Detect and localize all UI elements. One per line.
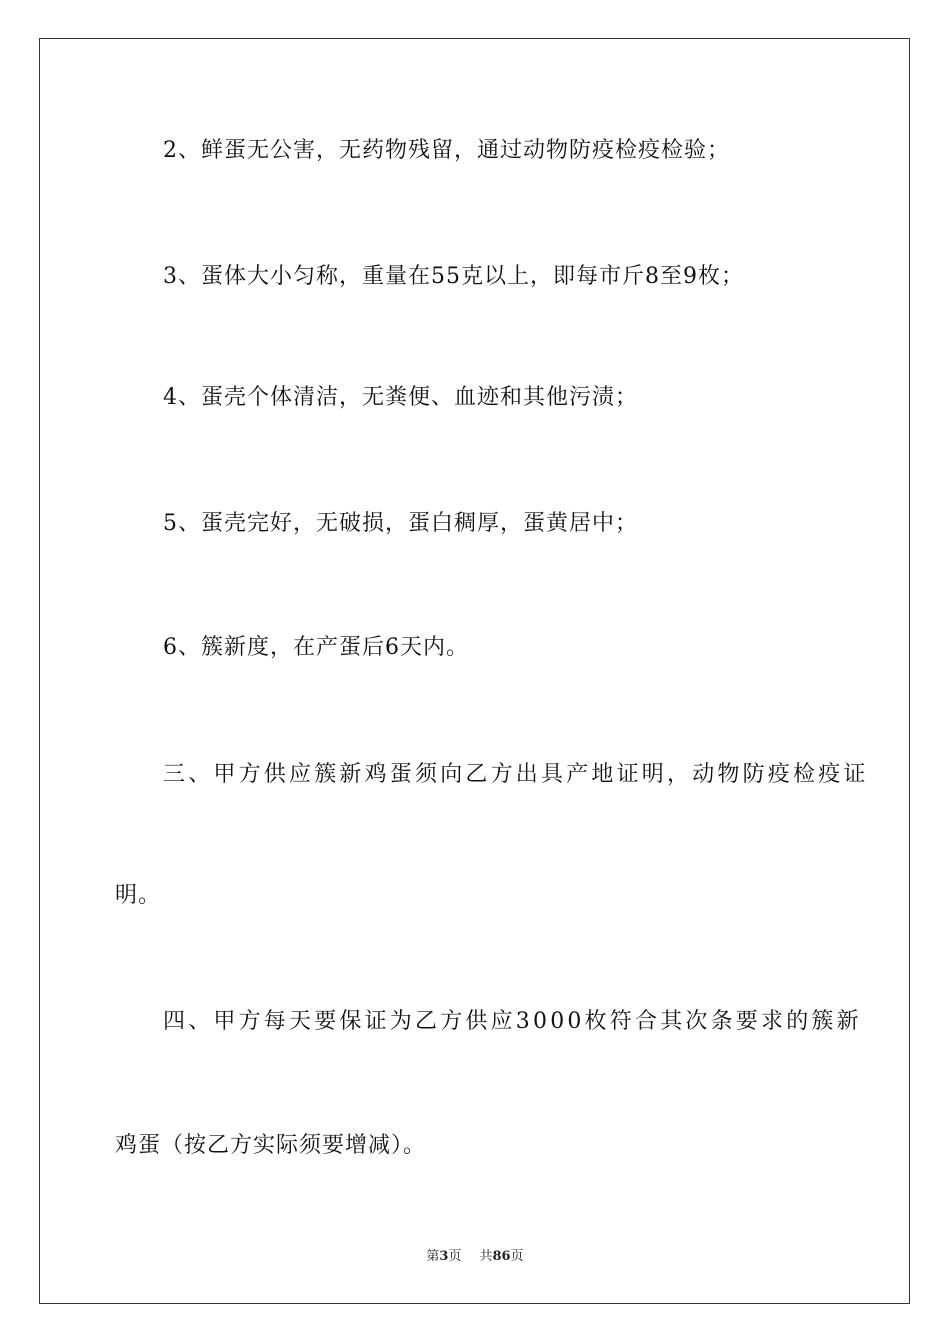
page-footer (0, 1248, 950, 1266)
page-border (39, 38, 910, 1304)
footer-page-number: 3 (439, 1249, 449, 1264)
section-four-line-1: 四、甲方每天要保证为乙方供应3000枚符合其次条要求的簇新 (163, 1009, 862, 1034)
clause-4-line: 4、蛋壳个体清洁，无粪便、血迹和其他污渍； (163, 385, 638, 410)
section-three-line-1: 三、甲方供应簇新鸡蛋须向乙方出具产地证明，动物防疫检疫证 (163, 762, 869, 787)
footer-total-suffix: 页 (510, 1249, 524, 1264)
clause-3-line: 3、蛋体大小匀称，重量在55克以上，即每市斤8至9枚； (163, 264, 744, 289)
footer-total-prefix: 共 (479, 1249, 493, 1264)
section-three-line-2: 明。 (115, 883, 162, 908)
clause-6-line: 6、簇新度，在产蛋后6天内。 (163, 635, 469, 660)
clause-5-line: 5、蛋壳完好，无破损，蛋白稠厚，蛋黄居中； (163, 511, 638, 536)
section-four-line-2: 鸡蛋（按乙方实际须要增减）。 (115, 1133, 427, 1158)
footer-page-prefix: 第 (426, 1249, 440, 1264)
clause-2-line: 2、鲜蛋无公害，无药物残留，通过动物防疫检疫检验； (163, 138, 730, 163)
footer-page-suffix: 页 (448, 1249, 462, 1264)
footer-total-pages: 86 (492, 1249, 511, 1264)
